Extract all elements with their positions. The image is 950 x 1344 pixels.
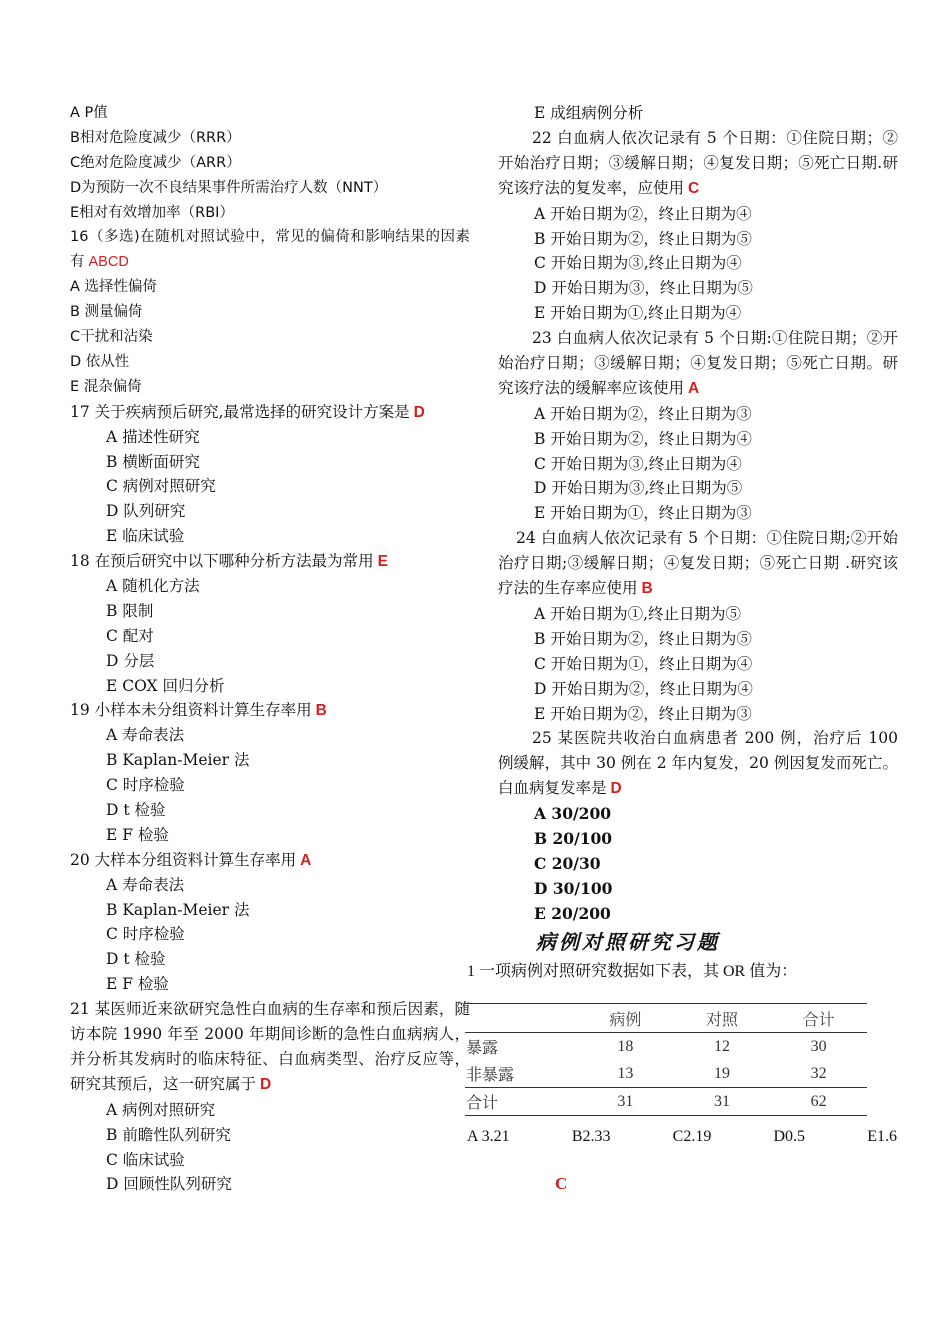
table-cell: 31 (577, 1088, 674, 1116)
right-column (498, 101, 898, 927)
choice: A 3.21 (467, 1128, 510, 1145)
question-text: 23 白血病人依次记录有 5 个日期:①住院日期；②开始治疗日期；③缓解日期；④复发日期；⑤死亡日期。研究该疗法的缓解率应该使用 (498, 329, 898, 397)
option: A 描述性研究 (106, 427, 200, 446)
choice: E1.6 (867, 1128, 897, 1145)
table-cell: 62 (770, 1088, 867, 1116)
option: D 依从性 (70, 353, 130, 370)
option: D 回顾性队列研究 (106, 1175, 232, 1194)
table-header-cell: 病例 (577, 1004, 674, 1033)
answer-key: C (688, 179, 700, 197)
option: D为预防一次不良结果事件所需治疗人数（NNT） (70, 179, 388, 196)
option: C 临床试验 (106, 1150, 185, 1169)
option: A 寿命表法 (106, 875, 185, 894)
option: C 开始日期为③,终止日期为④ (534, 454, 742, 473)
option: E 成组病例分析 (534, 104, 644, 122)
question-text: 16（多选)在随机对照试验中，常见的偏倚和影响结果的因素有 (70, 229, 470, 271)
table-cell: 30 (810, 1037, 827, 1055)
question-text: 22 白血病人依次记录有 5 个日期：①住院日期；②开始治疗日期；③缓解日期；④复发日期；⑤死亡日期.研究该疗法的复发率，应使用 (498, 128, 898, 197)
or-choices (467, 1128, 897, 1146)
option: B Kaplan-Meier 法 (106, 900, 250, 919)
option: C 时序检验 (106, 776, 185, 795)
or-data-table (465, 1003, 867, 1116)
answer-key: D (413, 403, 425, 421)
option: E 混杂偏倚 (70, 378, 142, 395)
table-header-cell: 合计 (770, 1004, 867, 1033)
answer-key: B (641, 580, 653, 598)
table-row (465, 1088, 867, 1116)
question-text: 18 在预后研究中以下哪种分析方法最为常用 (70, 552, 374, 571)
section-title: 病例对照研究习题 (536, 930, 720, 954)
answer-key: B (315, 702, 327, 720)
question-text: 25 某医院共收治白血病患者 200 例，治疗后 100 例缓解，其中 30 例在 2 年内复发，20 例因复发而死亡。白血病复发率是 (498, 729, 898, 798)
option: D 开始日期为③,终止日期为⑤ (534, 479, 743, 498)
option: D 30/100 (534, 878, 613, 898)
answer-key: D (260, 1075, 272, 1093)
table-row (465, 1060, 867, 1088)
table-question: 1 一项病例对照研究数据如下表，其 OR 值为： (467, 963, 798, 980)
option: D t 检验 (106, 800, 166, 819)
question-23 (498, 326, 898, 402)
table-header-cell (465, 1004, 577, 1033)
table-header-row (465, 1004, 867, 1033)
table-cell: 12 (713, 1037, 730, 1055)
question-text: 21 某医师近来欲研究急性白血病的生存率和预后因素，随访本院 1990 年至 2000 年期间诊断的急性白血病病人，并分析其发病时的临床特征、白血病类型、治疗反应等，研究其预后，这一研究属于 (70, 1000, 470, 1093)
table-cell: 合计 (465, 1088, 577, 1116)
table-cell: 19 (713, 1064, 730, 1082)
table-row (465, 1033, 867, 1061)
question-21 (70, 997, 470, 1098)
option: E 开始日期为①，终止日期为③ (534, 504, 752, 523)
option: D 队列研究 (106, 502, 186, 521)
option: E相对有效增加率（RBI） (70, 204, 234, 221)
option: A 病例对照研究 (106, 1100, 216, 1119)
question-text: 20 大样本分组资料计算生存率用 (70, 850, 297, 869)
question-text: 24 白血病人依次记录有 5 个日期：①住院日期;②开始治疗日期;③缓解日期；④复发日期；⑤死亡日期 .研究该疗法的生存率应使用 (498, 529, 898, 598)
answer-key: D (610, 780, 622, 798)
answer-key: E (377, 553, 388, 571)
question-17 (70, 400, 470, 425)
option: D 开始日期为②，终止日期为④ (534, 679, 753, 698)
answer-key: ABCD (88, 254, 129, 271)
option: C绝对危险度减少（ARR） (70, 154, 241, 171)
option: B Kaplan-Meier 法 (106, 751, 250, 770)
option: E COX 回归分析 (106, 676, 225, 695)
choice: B2.33 (571, 1128, 611, 1145)
option: B 开始日期为②，终止日期为⑤ (534, 629, 752, 648)
question-text: 19 小样本未分组资料计算生存率用 (70, 701, 312, 720)
option: E 临床试验 (106, 527, 185, 546)
option: E F 检验 (106, 825, 169, 844)
question-24 (498, 526, 898, 602)
option: C 20/30 (534, 853, 601, 873)
question-16 (70, 225, 470, 275)
option: C 开始日期为①，终止日期为④ (534, 654, 753, 673)
option: A 开始日期为②，终止日期为③ (534, 404, 752, 423)
choice: C2.19 (672, 1128, 712, 1145)
question-22 (498, 126, 898, 202)
option: A 开始日期为①,终止日期为⑤ (534, 604, 742, 623)
option: E 20/200 (534, 903, 611, 923)
table-cell: 18 (617, 1037, 634, 1055)
option: D 开始日期为③，终止日期为⑤ (534, 279, 753, 298)
answer-key: A (300, 851, 312, 869)
option: C干扰和沾染 (70, 329, 153, 346)
option: E 开始日期为①,终止日期为④ (534, 304, 742, 323)
option: A 30/200 (534, 804, 612, 824)
table-cell: 暴露 (466, 1040, 499, 1057)
option: B 横断面研究 (106, 452, 200, 471)
option: A 开始日期为②，终止日期为④ (534, 204, 752, 223)
option: C 开始日期为③,终止日期为④ (534, 254, 742, 273)
option: B相对危险度减少（RRR） (70, 129, 241, 146)
question-25 (498, 726, 898, 802)
option: D t 检验 (106, 950, 166, 969)
option: A P值 (70, 105, 108, 121)
option: C 配对 (106, 626, 154, 645)
option: A 寿命表法 (106, 726, 185, 745)
table-header-cell: 对照 (674, 1004, 771, 1033)
option: D 分层 (106, 651, 155, 670)
question-19 (70, 698, 470, 723)
question-text: 17 关于疾病预后研究,最常选择的研究设计方案是 (70, 402, 410, 421)
table-cell: 13 (617, 1064, 634, 1082)
option: B 测量偏倚 (70, 304, 143, 321)
option: E F 检验 (106, 975, 169, 994)
option: B 开始日期为②，终止日期为⑤ (534, 229, 752, 248)
option: C 时序检验 (106, 925, 185, 944)
answer-key: C (555, 1174, 568, 1193)
question-18 (70, 549, 470, 574)
table-cell: 31 (674, 1088, 771, 1116)
choice: D0.5 (773, 1128, 806, 1145)
option: C 病例对照研究 (106, 477, 216, 496)
option: B 前瞻性队列研究 (106, 1125, 231, 1144)
table-cell: 非暴露 (466, 1067, 515, 1084)
question-20 (70, 848, 470, 873)
table-cell: 32 (810, 1064, 827, 1082)
option: E 开始日期为②，终止日期为③ (534, 704, 752, 723)
left-column (70, 101, 470, 1197)
option: A 随机化方法 (106, 576, 200, 595)
option: B 开始日期为②，终止日期为④ (534, 429, 752, 448)
option: B 限制 (106, 601, 154, 620)
answer-key: A (688, 379, 700, 397)
option: B 20/100 (534, 829, 613, 849)
option: A 选择性偏倚 (70, 279, 158, 296)
